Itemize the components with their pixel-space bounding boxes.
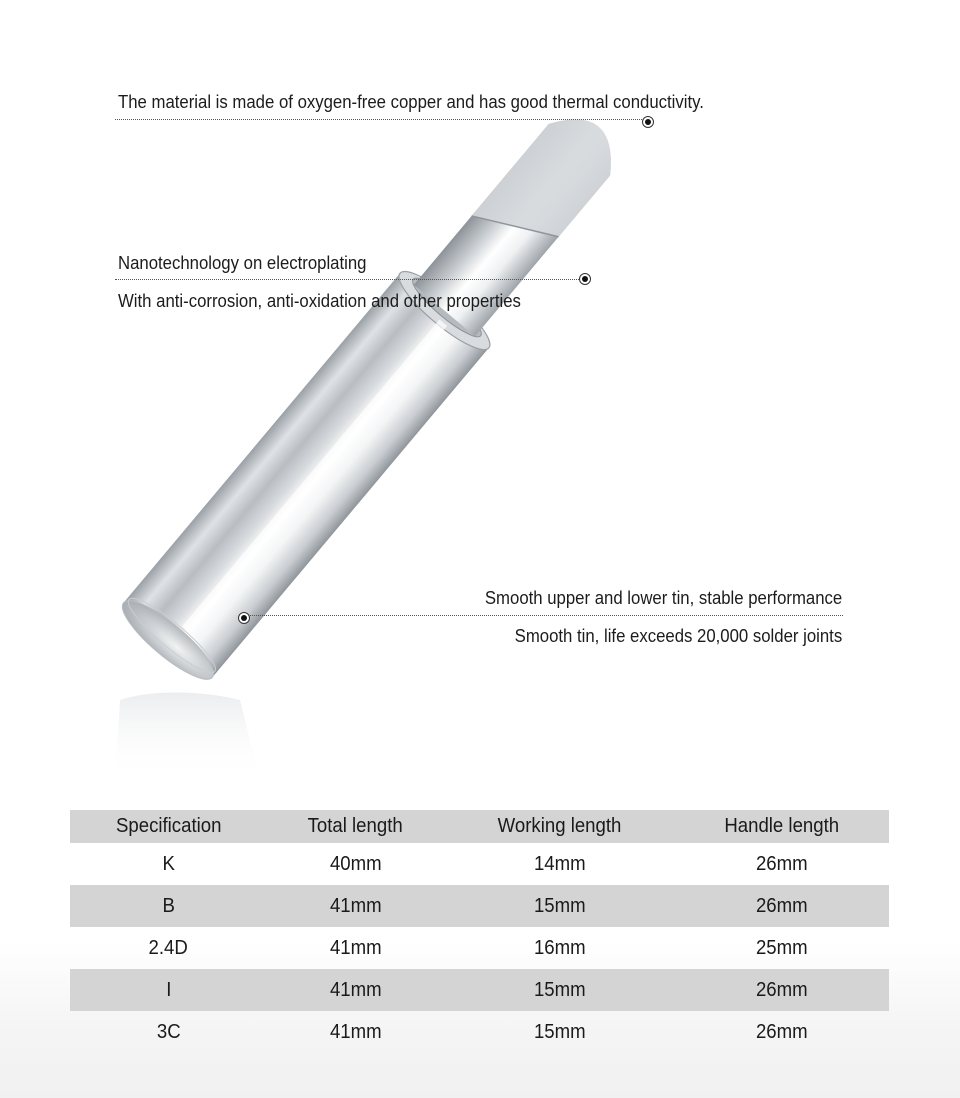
spec-table-header — [70, 810, 889, 843]
table-cell: 41mm — [267, 885, 444, 927]
callout-nano-leader — [115, 279, 585, 280]
table-row — [70, 1011, 889, 1053]
table-cell: 25mm — [756, 936, 808, 959]
callout-material-marker — [642, 116, 654, 128]
table-cell: 40mm — [329, 852, 382, 875]
table-cell: 15mm — [444, 969, 675, 1011]
callout-material-leader — [115, 119, 650, 120]
table-row — [70, 843, 889, 885]
table-row — [70, 885, 889, 927]
callout-nano-line1: Nanotechnology on electroplating — [118, 253, 367, 273]
table-cell: 26mm — [675, 969, 889, 1011]
callout-material: The material is made of oxygen-free copper and has good thermal conductivity. — [118, 92, 704, 112]
table-cell: 15mm — [533, 1020, 586, 1043]
table-cell: 14mm — [533, 852, 586, 875]
table-cell: 41mm — [267, 969, 444, 1011]
header-total-length: Total length — [267, 810, 444, 843]
callout-tin-line2: Smooth tin, life exceeds 20,000 solder joints — [514, 626, 842, 646]
table-cell: 26mm — [756, 852, 808, 875]
spec-table — [70, 810, 889, 1053]
table-cell: 26mm — [675, 885, 889, 927]
table-row — [70, 927, 889, 969]
header-specification: Specification — [70, 810, 267, 843]
table-cell: 15mm — [444, 885, 675, 927]
table-row — [70, 969, 889, 1011]
callout-tin-line1: Smooth upper and lower tin, stable performance — [484, 588, 842, 608]
header-handle-length: Handle length — [675, 810, 889, 843]
callout-nano-marker — [579, 273, 591, 285]
table-cell: K — [162, 852, 175, 875]
callout-tin-leader — [246, 615, 843, 616]
callout-nano-line2: With anti-corrosion, anti-oxidation and other properties — [118, 291, 521, 311]
table-cell: 41mm — [329, 936, 382, 959]
table-cell: 3C — [156, 1020, 181, 1043]
reflection — [115, 693, 260, 781]
table-cell: 16mm — [533, 936, 586, 959]
callout-tin-marker — [238, 612, 250, 624]
table-cell: 26mm — [756, 1020, 808, 1043]
table-cell: I — [70, 969, 267, 1011]
table-cell: B — [70, 885, 267, 927]
header-working-length: Working length — [444, 810, 675, 843]
table-cell: 2.4D — [148, 936, 188, 959]
table-cell: 41mm — [329, 1020, 382, 1043]
